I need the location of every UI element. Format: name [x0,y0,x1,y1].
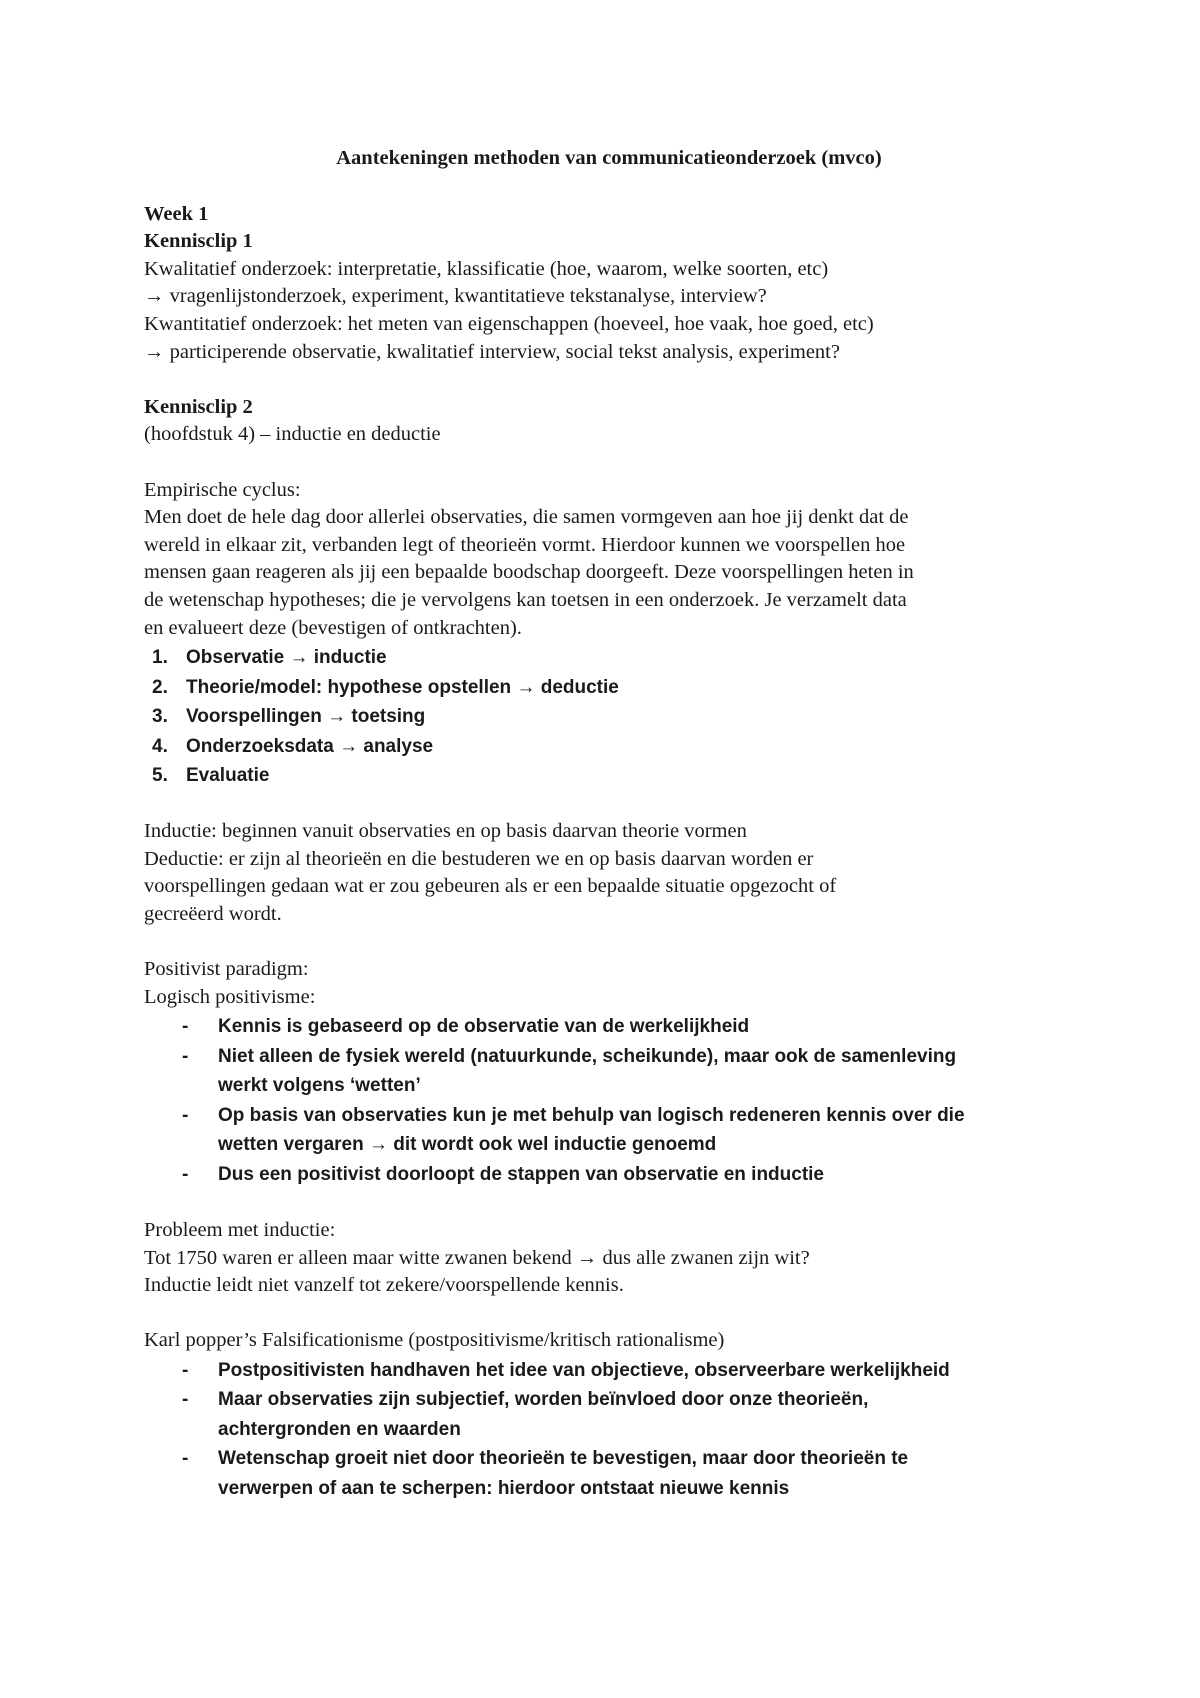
clip1-heading: Kennisclip 1 [144,230,253,253]
step-text: Voorspellingen → toetsing [186,706,426,728]
cycle-line: en evalueert deze (bevestigen of ontkrachten). [144,616,522,639]
clip2-subtitle: (hoofdstuk 4) – inductie en deductie [144,423,441,446]
step-number: 1. [152,647,168,669]
document-body [144,145,1074,1503]
list-item [144,702,1074,732]
positivist-bullet-list [144,1012,1074,1189]
list-item [144,1356,1074,1386]
problem-line: Tot 1750 waren er alleen maar witte zwanen bekend → dus alle zwanen zijn wit? [144,1246,810,1269]
bullet-text: werkt volgens ‘wetten’ [218,1075,421,1097]
spacer [144,791,1074,819]
spacer [144,1189,1074,1217]
problem-heading: Probleem met inductie: [144,1218,336,1241]
bullet-text: Kennis is gebaseerd op de observatie van de werkelijkheid [218,1016,750,1038]
list-item [144,1012,1074,1042]
clip1-line: → participerende observatie, kwalitatief interview, social tekst analysis, experiment? [144,340,840,363]
list-item [144,732,1074,762]
clip1-line: Kwalitatief onderzoek: interpretatie, klassificatie (hoe, waarom, welke soorten, etc) [144,257,829,280]
bullet-text: verwerpen of aan te scherpen: hierdoor ontstaat nieuwe kennis [218,1477,790,1499]
list-item [144,1385,1074,1444]
step-number: 3. [152,706,168,728]
step-number: 5. [152,765,168,787]
dash-bullet: - [182,1163,189,1185]
bullet-text: wetten vergaren → dit wordt ook wel inductie genoemd [218,1134,717,1156]
bullet-text: Wetenschap groeit niet door theorieën te bevestigen, maar door theorieën te [218,1448,909,1470]
popper-heading: Karl popper’s Falsificationisme (postpositivisme/kritisch rationalisme) [144,1329,725,1352]
list-item [144,761,1074,791]
dash-bullet: - [182,1104,189,1126]
dash-bullet: - [182,1448,189,1470]
list-item [144,1160,1074,1190]
spacer [144,449,1074,477]
cycle-steps-list [144,643,1074,791]
bullet-text: Postpositivisten handhaven het idee van objectieve, observeerbare werkelijkheid [218,1359,950,1381]
step-text: Observatie → inductie [186,647,387,669]
bullet-text: Maar observaties zijn subjectief, worden beïnvloed door onze theorieën, [218,1389,869,1411]
list-item [144,673,1074,703]
spacer [144,366,1074,394]
document-title: Aantekeningen methoden van communicatieonderzoek (mvco) [336,147,882,169]
problem-line: Inductie leidt niet vanzelf tot zekere/voorspellende kennis. [144,1274,624,1297]
spacer [144,929,1074,957]
cycle-line: mensen gaan reageren als jij een bepaalde boodschap doorgeeft. Deze voorspellingen heten in [144,561,914,584]
definition-line: Inductie: beginnen vanuit observaties en op basis daarvan theorie vormen [144,820,747,843]
positivist-heading: Positivist paradigm: [144,958,309,981]
list-item [144,1042,1074,1101]
cycle-paragraph [144,504,1074,642]
list-item [144,1444,1074,1503]
bullet-text: Dus een positivist doorloopt de stappen van observatie en inductie [218,1163,824,1185]
cycle-line: Men doet de hele dag door allerlei observaties, die samen vormgeven aan hoe jij denkt dat de [144,506,909,529]
definitions-paragraph [144,818,1074,928]
cycle-heading: Empirische cyclus: [144,478,301,501]
step-text: Onderzoeksdata → analyse [186,735,434,757]
clip2-heading: Kennisclip 2 [144,395,253,418]
logisch-heading: Logisch positivisme: [144,985,316,1008]
dash-bullet: - [182,1016,189,1038]
step-number: 2. [152,676,168,698]
cycle-line: de wetenschap hypotheses; die je vervolgens kan toetsen in een onderzoek. Je verzamelt data [144,588,907,611]
dash-bullet: - [182,1359,189,1381]
definition-line: gecreëerd wordt. [144,902,282,925]
list-item [144,643,1074,673]
bullet-text: Op basis van observaties kun je met behulp van logisch redeneren kennis over die [218,1104,965,1126]
dash-bullet: - [182,1389,189,1411]
clip1-line: → vragenlijstonderzoek, experiment, kwantitatieve tekstanalyse, interview? [144,285,767,308]
clip1-text [144,256,1074,366]
clip1-line: Kwantitatief onderzoek: het meten van eigenschappen (hoeveel, hoe vaak, hoe goed, etc) [144,312,874,335]
bullet-text: Niet alleen de fysiek wereld (natuurkunde, scheikunde), maar ook de samenleving [218,1045,957,1067]
week-heading: Week 1 [144,202,209,225]
dash-bullet: - [182,1045,189,1067]
cycle-line: wereld in elkaar zit, verbanden legt of theorieën vormt. Hierdoor kunnen we voorspellen hoe [144,533,906,556]
popper-bullet-list [144,1356,1074,1504]
step-number: 4. [152,735,168,757]
spacer [144,1300,1074,1328]
definition-line: Deductie: er zijn al theorieën en die bestuderen we en op basis daarvan worden er [144,847,814,870]
step-text: Theorie/model: hypothese opstellen → deductie [186,676,619,698]
step-text: Evaluatie [186,765,270,787]
definition-line: voorspellingen gedaan wat er zou gebeuren als er een bepaalde situatie opgezocht of [144,875,837,898]
bullet-text: achtergronden en waarden [218,1418,461,1440]
list-item [144,1101,1074,1160]
